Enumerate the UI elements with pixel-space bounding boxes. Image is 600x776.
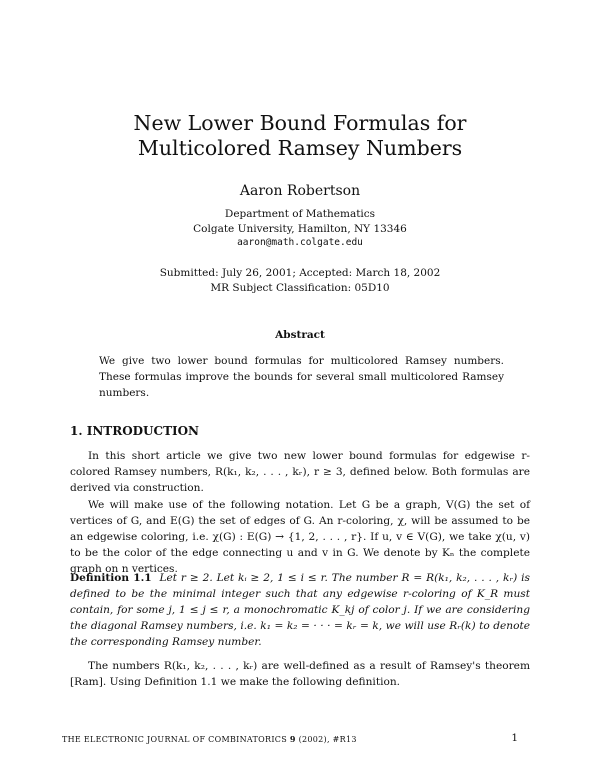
page-number: 1: [511, 732, 518, 744]
definition-label: Definition 1.1: [70, 572, 152, 584]
paragraph-text: In this short article we give two new lower bound formulas for edgewise r-colored Ramsey numbers, R(k₁, k₂, . . . , kᵣ), r ≥ 3, defined below. Both formulas are derived via construction.: [70, 450, 530, 494]
author-email: aaron@math.colgate.edu: [237, 237, 363, 248]
department: Department of Mathematics: [224, 208, 376, 220]
section-heading: 1. INTRODUCTION: [70, 424, 200, 438]
abstract-heading: Abstract: [275, 329, 325, 341]
page-footer: [62, 734, 518, 744]
submission-dates: Submitted: July 26, 2001; Accepted: March 18, 2002: [159, 267, 441, 279]
abstract-text: We give two lower bound formulas for multicolored Ramsey numbers. These formulas improve the bounds for several small multicolored Ramsey numbers.: [99, 355, 504, 399]
journal-volume: 9: [289, 734, 296, 744]
intro-paragraph-3: [70, 658, 530, 690]
title-line-1: New Lower Bound Formulas for: [133, 111, 467, 135]
intro-paragraph-1: [70, 448, 530, 496]
submission-info: [0, 266, 600, 296]
journal-name: THE ELECTRONIC JOURNAL OF COMBINATORICS: [62, 735, 287, 744]
author-name: Aaron Robertson: [239, 183, 361, 199]
subject-classification: MR Subject Classification: 05D10: [210, 282, 390, 294]
title-line-2: Multicolored Ramsey Numbers: [137, 136, 463, 160]
definition-text: Let r ≥ 2. Let kᵢ ≥ 2, 1 ≤ i ≤ r. The number R = R(k₁, k₂, . . . , kᵣ) is defined to be the minimal integer such that any edgewise r-coloring of K_R must contain, for some j, 1 ≤ j ≤ r, a monochromatic K_kj of color j. If we are considering the diagonal Ramsey numbers, i.e. k₁ = k₂ = · · · = kᵣ = k, we will use Rᵣ(k) to denote the corresponding Ramsey number.: [70, 572, 530, 648]
definition-block: [70, 570, 530, 650]
paper-title: [0, 111, 600, 161]
paragraph-text: The numbers R(k₁, k₂, . . . , kᵣ) are well-defined as a result of Ramsey's theorem [Ram]. Using Definition 1.1 we make the following definition.: [70, 660, 530, 688]
author-affiliation: [0, 207, 600, 251]
intro-paragraph-2: [70, 497, 530, 577]
university: Colgate University, Hamilton, NY 13346: [193, 222, 407, 235]
journal-year-article: (2002), #R13: [298, 735, 357, 744]
paragraph-text: We will make use of the following notation. Let G be a graph, V(G) the set of vertices of G, and E(G) the set of edges of G. An r-coloring, χ, will be assumed to be an edgewise coloring, i.e. χ(G) : E(G) → {1, 2, . . . , r}. If u, v ∈ V(G), we take χ(u, v) to be the color of the edge connecting u and v in G. We denote by Kₙ the complete graph on n vertices.: [70, 499, 530, 575]
